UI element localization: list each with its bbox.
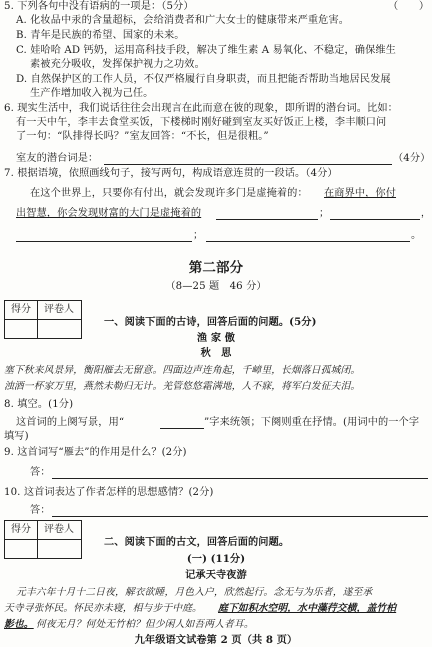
q10-question: 10. 这首词表达了作者怎样的思想感情？(2分) bbox=[4, 487, 214, 498]
page-footer: 九年级语文试卷第 2 页（共 8 页） bbox=[134, 634, 298, 646]
q7-blank-1[interactable] bbox=[216, 219, 318, 220]
q5-option-c-line1: C. 娃哈哈 AD 钙奶，运用高科技手段，解决了维生素 A 易氧化、不稳定，确保维生 bbox=[16, 45, 396, 56]
q8-blank[interactable] bbox=[160, 428, 204, 429]
sec1-instruction: 一、阅读下面的古诗，回答后面的问题。(5分) bbox=[104, 316, 317, 328]
q5-option-a: A. 化妆品中汞的含量超标，会给消费者和广大女士的健康带来严重危害。 bbox=[16, 15, 350, 26]
grader-label: 评卷人 bbox=[44, 304, 74, 315]
q6-score: （4分） bbox=[393, 153, 431, 164]
q7-comma: ， bbox=[421, 208, 431, 219]
sec2-subheading: (一) (11分) bbox=[186, 553, 246, 565]
q6-line1: 6. 现实生活中，我们说话往往会出现言在此而意在彼的现象，即所谓的潜台词。比如： bbox=[4, 103, 398, 114]
q10-answer-line[interactable] bbox=[52, 516, 428, 517]
score-label: 得分 bbox=[5, 521, 38, 539]
score-label: 得分 bbox=[5, 301, 38, 319]
q8-text-before: 这首词的上阕写景，用“ bbox=[16, 417, 125, 428]
q9-answer-line[interactable] bbox=[52, 478, 428, 479]
poem-line-2: 浊酒一杯家万里，燕然未勒归无计。羌管悠悠霜满地，人不寐，将军白发征夫泪。 bbox=[4, 381, 361, 392]
prose-line-1: 元丰六年十月十二日夜，解衣欲睡，月色入户，欣然起行。念无与为乐者，遂至承 bbox=[16, 587, 373, 598]
q7-semicolon-2: ； bbox=[193, 230, 204, 241]
q7-period: 。 bbox=[411, 230, 422, 241]
q7-context: 在这个世界上，只要你有付出，就会发现许多门是虚掩着的： bbox=[30, 188, 308, 199]
poem-line-1: 塞下秋来风景异，衡阳雁去无留意。四面边声连角起，千嶂里，长烟落日孤城闭。 bbox=[4, 365, 361, 376]
prose-line-3a-underlined: 影也。 bbox=[4, 619, 34, 630]
q8-line1: 8. 填空。(1分) bbox=[4, 399, 74, 410]
q5-option-d-line1: D. 自然保护区的工作人员，不仅严格履行自身职责，而且把能否帮助当地居民发展 bbox=[16, 74, 391, 85]
q7-underlined-end: 出智慧，你会发现财富的大门是虚掩着的 bbox=[16, 208, 202, 219]
grader-label: 评卷人 bbox=[44, 524, 74, 535]
prose-title: 记承天寺夜游 bbox=[185, 569, 247, 581]
q6-answer-line[interactable] bbox=[104, 164, 392, 165]
q7-blank-2[interactable] bbox=[330, 219, 420, 220]
q7-blank-4[interactable] bbox=[206, 241, 410, 242]
sec2-instruction: 二、阅读下面的古文，回答后面的问题。 bbox=[104, 536, 290, 548]
part2-range: （8—25 题 46 分） bbox=[165, 281, 267, 292]
q5-option-d-line2: 生产作增加收入视为己任。 bbox=[30, 88, 154, 99]
poem-title: 渔 家 傲 bbox=[196, 332, 236, 344]
part2-title: 第二部分 bbox=[188, 260, 244, 276]
q5-option-b: B. 青年是民族的希望、国家的未来。 bbox=[16, 30, 185, 41]
prose-line-3b: 何夜无月？何处无竹柏？但少闲人如吾两人者耳。 bbox=[36, 619, 254, 630]
q5-option-c-line2: 素被充分吸收，发挥保护视力之功效。 bbox=[30, 59, 205, 70]
q10-answer-label: 答： bbox=[30, 505, 51, 516]
q7-line1: 7. 根据语境，依照画线句子，接写两句，构成语意连贯的一段话。（4分） bbox=[4, 168, 338, 179]
q7-underlined-start: 在商界中，你付 bbox=[324, 188, 397, 199]
poem-subtitle: 秋 思 bbox=[200, 347, 232, 359]
q8-line3: 填写) bbox=[4, 431, 29, 442]
q5-answer-paren: （ ） bbox=[388, 1, 430, 12]
prose-line-2a: 天寺寻张怀民。怀民亦未寝，相与步于中庭。 bbox=[4, 603, 202, 614]
q5-stem: 5. 下列各句中没有语病的一项是：（5分） bbox=[4, 1, 194, 12]
q6-prompt: 室友的潜台词是： bbox=[16, 153, 99, 164]
q7-semicolon-1: ； bbox=[319, 208, 330, 219]
q7-blank-3[interactable] bbox=[16, 241, 192, 242]
q6-line2: 有一天中午，李丰去食堂买饭，下楼梯时刚好碰到室友买好饭正上楼，李丰顺口问 bbox=[16, 117, 387, 128]
q6-line3: 了一句：“队排得长吗？”室友回答：“不长，但是很粗。” bbox=[16, 131, 269, 142]
q9-question: 9. 这首词写“雁去”的作用是什么？(2分) bbox=[4, 447, 187, 458]
q9-answer-label: 答： bbox=[30, 467, 51, 478]
q8-text-after: ”字来统领；下阕则重在抒情。(用词中的一个字 bbox=[204, 417, 420, 428]
prose-line-2b-underlined: 庭下如积水空明，水中藻荇交横，盖竹柏 bbox=[218, 603, 397, 614]
